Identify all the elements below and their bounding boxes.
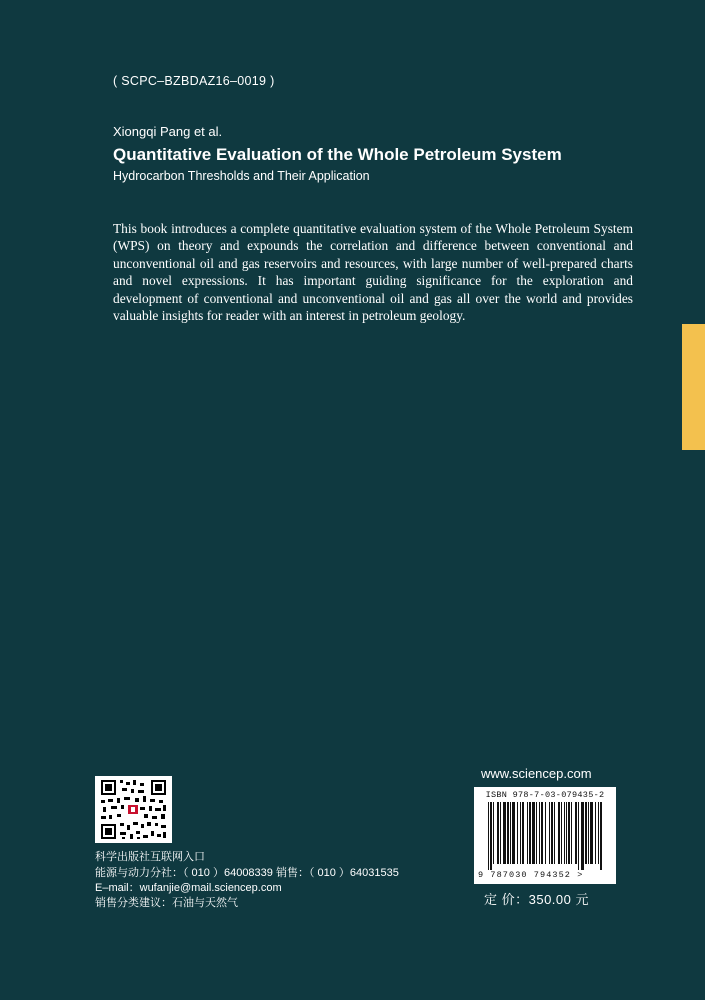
spine-color-tab [682, 324, 705, 450]
contact-email: E–mail：wufanjie@mail.sciencep.com [95, 882, 282, 894]
qr-caption: 科学出版社互联网入口 [95, 851, 205, 863]
book-subtitle: Hydrocarbon Thresholds and Their Application [113, 169, 370, 183]
sales-category: 销售分类建议：石油与天然气 [95, 897, 238, 909]
author-name: Xiongqi Pang et al. [113, 124, 223, 139]
barcode-icon [488, 802, 604, 870]
book-title: Quantitative Evaluation of the Whole Petroleum System [113, 145, 562, 164]
qr-code-icon [95, 776, 172, 843]
publisher-website: www.sciencep.com [481, 766, 592, 781]
contact-phones: 能源与动力分社：（ 010 ）64008339 销售：（ 010 ）64031535 [95, 867, 399, 879]
isbn-label: ISBN 978-7-03-079435-2 [485, 790, 605, 800]
book-price: 定 价：350.00 元 [484, 892, 589, 907]
book-abstract: This book introduces a complete quantitative evaluation system of the Whole Petroleum System (WPS) on theory and expounds the correlation and difference between conventional and unconventional oil and gas reservoirs and resources, with large number of well-prepared charts and novel expressions. It has important guiding significance for the exploration and development of conventional and unconventional oil and gas all over the world and provides valuable insights for reader with an interest in petroleum geology. [113, 221, 633, 324]
barcode-digits: 9 787030 794352 > [478, 870, 584, 880]
isbn-barcode [474, 787, 616, 884]
series-code: ( SCPC–BZBDAZ16–0019 ) [113, 74, 275, 88]
